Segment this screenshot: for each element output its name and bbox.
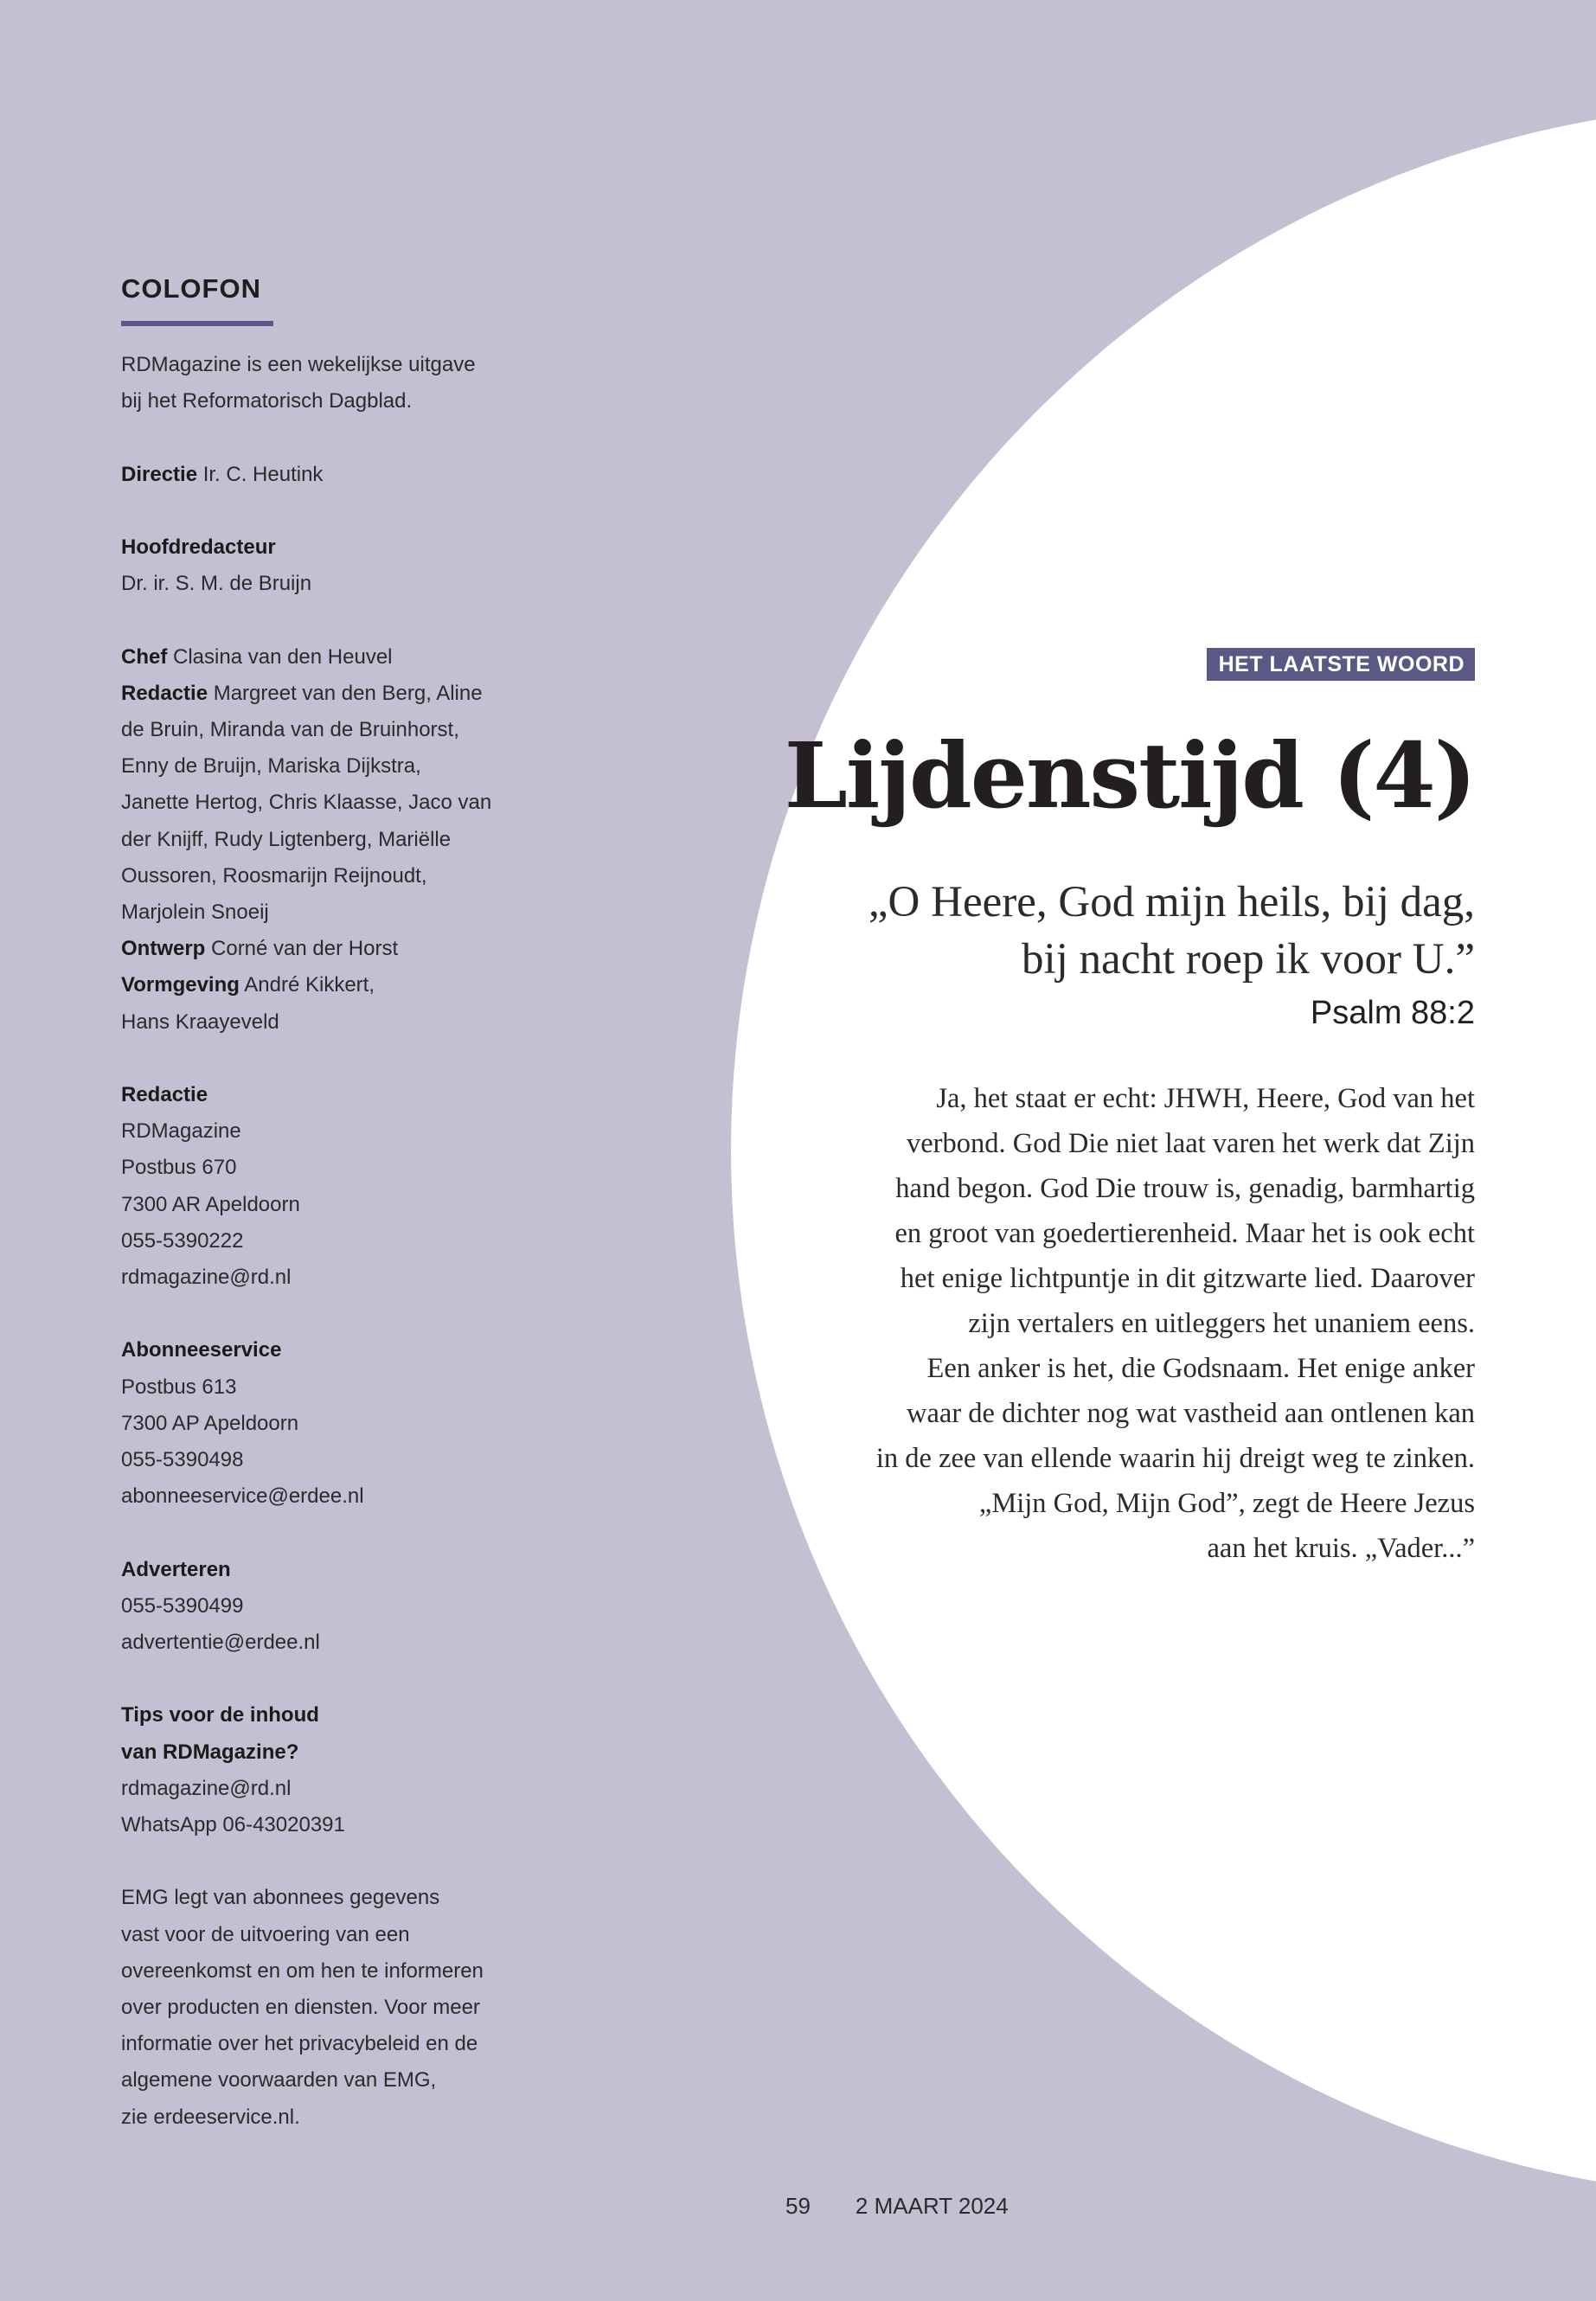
colofon-adverteren (121, 1552, 536, 1662)
page-number: 59 (785, 2193, 811, 2219)
whatsapp-number: WhatsApp 06-43020391 (121, 1813, 345, 1837)
section-label: HET LAATSTE WOORD (1207, 648, 1475, 681)
privacy-line: overeenkomst en om hen te informeren (121, 1958, 484, 1983)
quote-reference: Psalm 88:2 (1310, 995, 1475, 1031)
phone-number: 055-5390222 (121, 1228, 244, 1253)
article-body (696, 1076, 1475, 1571)
colofon-title: COLOFON (121, 273, 261, 304)
body-line: zijn vertalers en uitleggers het unaniem eens. (968, 1308, 1475, 1339)
redactie-names-line: Oussoren, Roosmarijn Reijnoudt, (121, 863, 427, 888)
colofon-redactie-address (121, 1077, 536, 1296)
redactie-label: Redactie (121, 681, 208, 705)
redactie-names-line: de Bruin, Miranda van de Bruinhorst, (121, 717, 459, 741)
colofon-rule (121, 321, 273, 326)
page-footer (785, 2193, 1009, 2220)
privacy-line: zie erdeeservice.nl. (121, 2105, 300, 2129)
body-line: Ja, het staat er echt: JHWH, Heere, God van het (936, 1083, 1475, 1114)
redactie-names-line: Janette Hertog, Chris Klaasse, Jaco van (121, 791, 492, 815)
address-line: 7300 AR Apeldoorn (121, 1192, 300, 1216)
privacy-line: informatie over het privacybeleid en de (121, 2032, 478, 2056)
chef-line (121, 639, 536, 676)
vormgeving-label: Vormgeving (121, 973, 240, 997)
vormgeving-value: André Kikkert, (239, 973, 375, 997)
chef-label: Chef (121, 644, 168, 669)
colofon-staff (121, 639, 536, 1041)
directie-value: Ir. C. Heutink (197, 462, 324, 486)
colofon-directie (121, 457, 536, 493)
redactie-line (121, 676, 536, 712)
address-line: Postbus 613 (121, 1375, 237, 1399)
privacy-line: over producten en diensten. Voor meer (121, 1996, 480, 2020)
ontwerp-label: Ontwerp (121, 937, 206, 961)
hoofdredacteur-label: Hoofdredacteur (121, 535, 276, 559)
colofon-hoofdredacteur (121, 529, 536, 602)
address-line: Postbus 670 (121, 1156, 237, 1180)
body-line: en groot van goedertierenheid. Maar het is ook echt (894, 1218, 1475, 1249)
colofon-intro (121, 347, 536, 420)
colofon-intro-line: bij het Reformatorisch Dagblad. (121, 389, 413, 413)
colofon (121, 268, 536, 2172)
privacy-line: EMG legt van abonnees gegevens (121, 1886, 440, 1910)
email-address: rdmagazine@rd.nl (121, 1266, 292, 1290)
body-line: verbond. God Die niet laat varen het werk dat Zijn (907, 1128, 1475, 1159)
colofon-intro-line: RDMagazine is een wekelijkse uitgave (121, 353, 476, 376)
body-line: in de zee van ellende waarin hij dreigt weg te zinken. (875, 1443, 1475, 1474)
phone-number: 055-5390499 (121, 1593, 244, 1618)
privacy-line: vast voor de uitvoering van een (121, 1922, 410, 1946)
redactie-address-label: Redactie (121, 1083, 208, 1106)
hoofdredacteur-value: Dr. ir. S. M. de Bruijn (121, 572, 312, 596)
abonneeservice-label: Abonneeservice (121, 1338, 282, 1362)
body-line: waar de dichter nog wat vastheid aan ontlenen kan (907, 1398, 1475, 1429)
redactie-names-line: der Knijff, Rudy Ligtenberg, Mariëlle (121, 827, 452, 851)
chef-value: Clasina van den Heuvel (167, 644, 393, 669)
privacy-line: algemene voorwaarden van EMG, (121, 2068, 437, 2093)
colofon-privacy (121, 1880, 536, 2135)
body-line: „Mijn God, Mijn God”, zegt de Heere Jezus (978, 1488, 1475, 1519)
ontwerp-line (121, 931, 536, 967)
ontwerp-value: Corné van der Horst (205, 937, 399, 961)
vormgeving-line-2: Hans Kraayeveld (121, 1009, 279, 1034)
adverteren-label: Adverteren (121, 1557, 231, 1581)
quote-line: bij nacht roep ik voor U.” (1021, 935, 1475, 984)
directie-label: Directie (121, 462, 198, 486)
colofon-tips (121, 1697, 536, 1843)
body-line: hand begon. God Die trouw is, genadig, barmhartig (895, 1173, 1475, 1204)
body-line: Een anker is het, die Godsnaam. Het enige anker (926, 1353, 1475, 1384)
colofon-abonneeservice (121, 1332, 536, 1515)
body-line: aan het kruis. „Vader...” (1207, 1533, 1475, 1564)
redactie-value: Margreet van den Berg, Aline (208, 681, 483, 705)
vormgeving-line (121, 967, 536, 1003)
redactie-names-line: Marjolein Snoeij (121, 901, 269, 924)
email-address: rdmagazine@rd.nl (121, 1776, 292, 1800)
email-address: advertentie@erdee.nl (121, 1631, 320, 1655)
address-line: RDMagazine (121, 1119, 241, 1144)
tips-label: van RDMagazine? (121, 1740, 299, 1764)
issue-date: 2 MAART 2024 (855, 2193, 1009, 2219)
body-line: het enige lichtpuntje in dit gitzwarte lied. Daarover (900, 1263, 1475, 1294)
quote-line: „O Heere, God mijn heils, bij dag, (868, 878, 1475, 926)
redactie-names-line: Enny de Bruijn, Mariska Dijkstra, (121, 754, 421, 779)
address-line: 7300 AP Apeldoorn (121, 1411, 299, 1435)
phone-number: 055-5390498 (121, 1448, 244, 1472)
email-address: abonneeservice@erdee.nl (121, 1484, 364, 1509)
bible-quote (696, 874, 1475, 988)
tips-label: Tips voor de inhoud (121, 1703, 319, 1727)
article-title: Lijdenstijd (4) (784, 722, 1475, 829)
